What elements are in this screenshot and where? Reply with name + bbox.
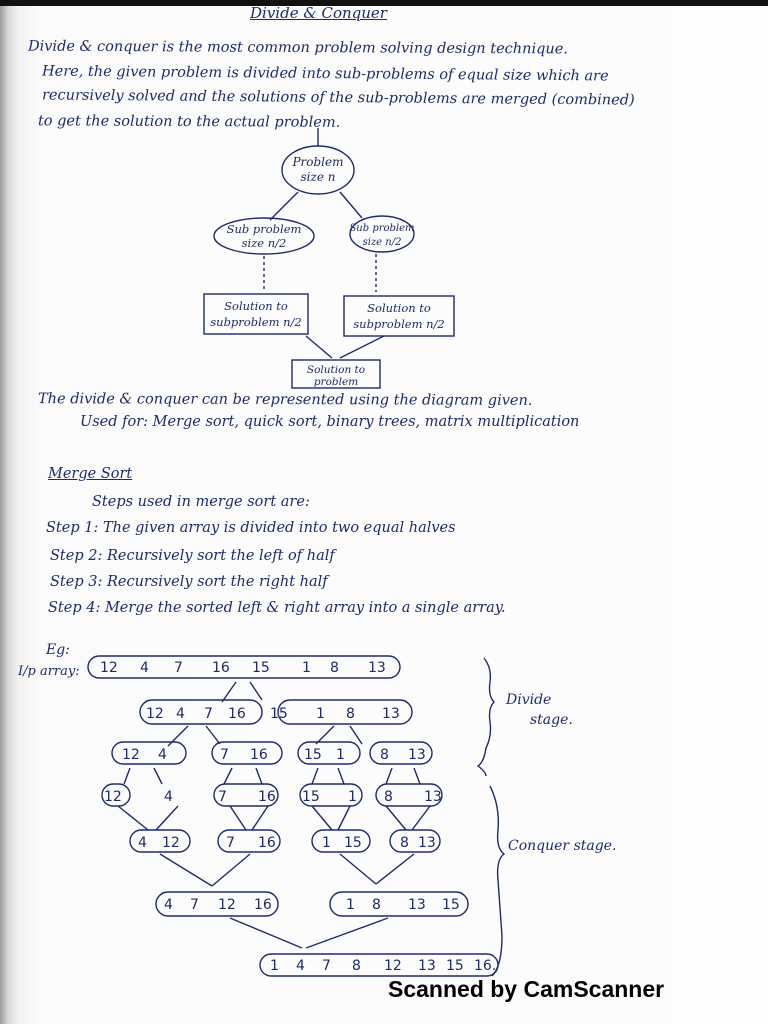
step-2: Step 2: Recursively sort the left of half	[50, 548, 335, 564]
num-cell: 15	[344, 835, 362, 851]
num-cell: 13	[418, 835, 436, 851]
num-cell: 16	[228, 706, 246, 722]
num-cell: 16	[212, 660, 230, 676]
num-cell: 16	[258, 835, 276, 851]
num-cell: 13	[424, 789, 442, 805]
conquer-brace	[490, 786, 504, 976]
page-title: Divide & Conquer	[250, 4, 387, 22]
camscanner-watermark: Scanned by CamScanner	[388, 976, 665, 1002]
problem-label-1: Problem	[292, 155, 344, 169]
num-cell: 7	[226, 835, 235, 851]
row0-group	[88, 656, 400, 678]
num-cell: 4	[164, 897, 173, 913]
num-cell: 7	[218, 789, 227, 805]
solution-left-label-1: Solution to	[224, 299, 288, 313]
num-cell: 12	[162, 835, 180, 851]
num-cell: 8	[384, 789, 393, 805]
step-3: Step 3: Recursively sort the right half	[50, 574, 328, 590]
divide-stage-label-1: Divide	[506, 692, 552, 708]
num-cell: 12	[122, 747, 140, 763]
num-cell: 1	[348, 789, 357, 805]
final-label-1: Solution to	[306, 364, 366, 376]
sub-left-label-2: size n/2	[241, 236, 287, 250]
num-cell: 12	[146, 706, 164, 722]
sub-right-label-2: size n/2	[362, 237, 402, 248]
step-1: Step 1: The given array is divided into two equal halves	[46, 520, 456, 536]
num-cell: 15	[304, 747, 322, 763]
problem-label-2: size n	[300, 170, 336, 184]
num-cell: 4	[176, 706, 185, 722]
num-cell: 1	[322, 835, 331, 851]
intro-line-4: to get the solution to the actual problem.	[37, 113, 341, 131]
num-cell: 7	[204, 706, 213, 722]
arrow-left-to-final	[306, 336, 332, 358]
num-cell: 16	[250, 747, 268, 763]
example-label: Eg:	[46, 642, 70, 658]
num-cell: 4	[158, 747, 167, 763]
num-cell: 15	[442, 897, 460, 913]
num-cell: 8	[380, 747, 389, 763]
intro-line-3: recursively solved and the solutions of the sub-problems are merged (combined)	[41, 87, 635, 109]
num-cell: 1	[302, 660, 311, 676]
num-cell: 12	[218, 897, 236, 913]
num-cell: 7	[322, 958, 331, 974]
arrow-problem-to-sub-right	[340, 192, 362, 218]
num-cell: 1	[336, 747, 345, 763]
step-4: Step 4: Merge the sorted left & right array into a single array.	[48, 600, 506, 616]
num-cell: 1	[270, 958, 279, 974]
num-cell: 12	[100, 660, 118, 676]
num-cell: 13	[368, 660, 386, 676]
intro-line-2: Here, the given problem is divided into sub-problems of equal size which are	[41, 63, 609, 85]
num-cell: 12	[384, 958, 402, 974]
num-cell: 1	[346, 897, 355, 913]
num-cell: 13	[382, 706, 400, 722]
solution-right-label-1: Solution to	[367, 301, 431, 315]
conquer-stage-label: Conquer stage.	[508, 838, 617, 854]
divide-stage-label-2: stage.	[530, 712, 573, 728]
num-cell: 15	[446, 958, 464, 974]
final-label-2: problem	[313, 376, 359, 388]
solution-right-label-2: subproblem n/2	[353, 317, 445, 331]
num-cell: 8	[352, 958, 361, 974]
merge-sort-heading: Merge Sort	[48, 466, 133, 482]
used-for-note: Used for: Merge sort, quick sort, binary trees, matrix multiplication	[80, 414, 580, 430]
input-array-label: I/p array:	[18, 664, 80, 679]
intro-line-1: Divide & conquer is the most common problem solving design technique.	[27, 38, 568, 58]
num-cell: 8	[372, 897, 381, 913]
num-cell: 16	[254, 897, 272, 913]
arrow-problem-to-sub-left	[270, 192, 298, 220]
num-cell: 15	[252, 660, 270, 676]
sub-right-label-1: Sub problem	[349, 223, 415, 234]
num-cell: 15	[302, 789, 320, 805]
num-cell: 7	[220, 747, 229, 763]
num-cell: 13	[418, 958, 436, 974]
sub-left-label-1: Sub problem	[226, 222, 302, 236]
represented-note: The divide & conquer can be represented using the diagram given.	[37, 391, 533, 409]
num-cell: 8	[400, 835, 409, 851]
num-cell: 13	[408, 897, 426, 913]
num-cell: 4	[138, 835, 147, 851]
num-cell: 16	[258, 789, 276, 805]
steps-intro: Steps used in merge sort are:	[92, 494, 310, 510]
solution-left-label-2: subproblem n/2	[210, 315, 302, 329]
divide-brace	[478, 658, 494, 776]
num-cell: 15	[270, 706, 288, 722]
num-cell: 4	[164, 789, 173, 805]
num-cell: 4	[140, 660, 149, 676]
num-cell: 12	[104, 789, 122, 805]
arrow-right-to-final	[340, 336, 384, 358]
num-cell: 4	[296, 958, 305, 974]
num-cell: 1	[316, 706, 325, 722]
num-cell: 8	[330, 660, 339, 676]
num-cell: 8	[346, 706, 355, 722]
num-cell: 7	[190, 897, 199, 913]
num-cell: 13	[408, 747, 426, 763]
num-cell: 7	[174, 660, 183, 676]
num-cell: 16.	[474, 958, 497, 974]
